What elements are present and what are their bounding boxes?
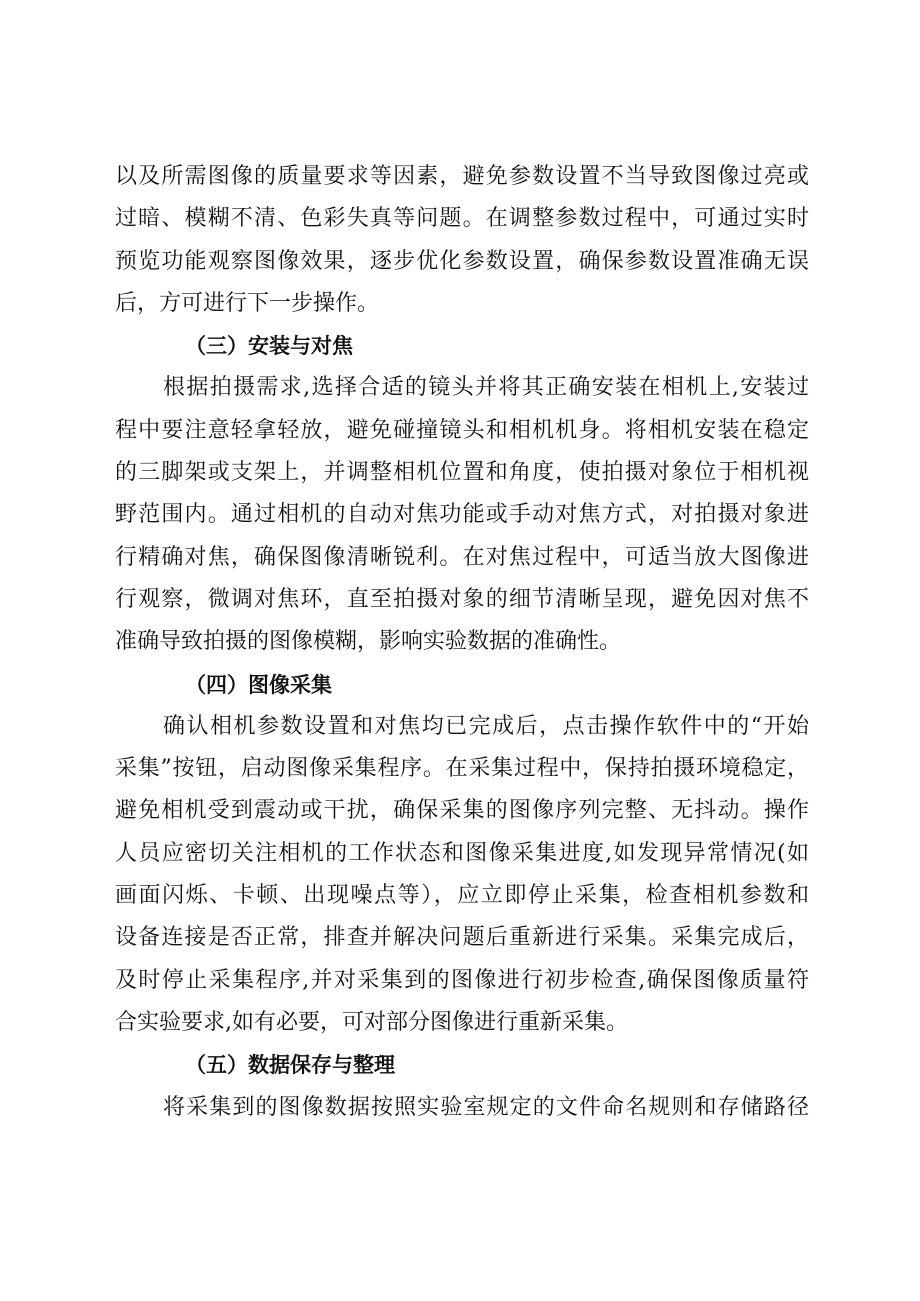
text-line: 行精确对焦，确保图像清晰锐利。在对焦过程中，可适当放大图像进 [115,544,809,570]
text-line: 野范围内。通过相机的自动对焦功能或手动对焦方式，对拍摄对象进 [115,502,809,528]
text-line: 避免相机受到震动或干扰，确保采集的图像序列完整、无抖动。操作 [115,798,809,824]
text-line: 程中要注意轻拿轻放，避免碰撞镜头和相机机身。将相机安装在稳定 [115,417,809,443]
text-line: 的三脚架或支架上，并调整相机位置和角度，使拍摄对象位于相机视 [115,460,809,486]
text-line: 将采集到的图像数据按照实验室规定的文件命名规则和存储路径 [163,1094,809,1120]
text-line: 及时停止采集程序,并对采集到的图像进行初步检查,确保图像质量符 [115,967,809,993]
text-line: 后，方可进行下一步操作。 [115,290,380,316]
text-line: 画面闪烁、卡顿、出现噪点等），应立即停止采集，检查相机参数和 [115,883,809,909]
text-line: 行观察，微调对焦环，直至拍摄对象的细节清晰呈现，避免因对焦不 [115,586,809,612]
document-body [115,156,809,1129]
text-line: 人员应密切关注相机的工作状态和图像采集进度,如发现异常情况(如 [115,840,809,866]
text-line: 确认相机参数设置和对焦均已完成后，点击操作软件中的“开始 [163,713,809,739]
section-heading: （五）数据保存与整理 [185,1053,395,1078]
section-heading: （三）安装与对焦 [185,334,353,359]
text-line: 根据拍摄需求,选择合适的镜头并将其正确安装在相机上,安装过 [163,375,809,401]
text-line: 采集”按钮，启动图像采集程序。在采集过程中，保持拍摄环境稳定， [115,756,809,782]
section-heading: （四）图像采集 [185,672,332,697]
paragraph [115,367,809,663]
text-line: 设备连接是否正常，排查并解决问题后重新进行采集。采集完成后， [115,925,809,951]
text-line: 预览功能观察图像效果，逐步优化参数设置，确保参数设置准确无误 [115,248,809,274]
text-line: 过暗、模糊不清、色彩失真等问题。在调整参数过程中，可通过实时 [115,206,809,232]
text-line: 合实验要求,如有必要，可对部分图像进行重新采集。 [115,1009,628,1035]
text-line: 准确导致拍摄的图像模糊，影响实验数据的准确性。 [115,629,622,655]
paragraph [115,1087,809,1129]
paragraph [115,706,809,1044]
paragraph-continued [115,156,809,325]
text-line: 以及所需图像的质量要求等因素，避免参数设置不当导致图像过亮或 [115,164,809,189]
